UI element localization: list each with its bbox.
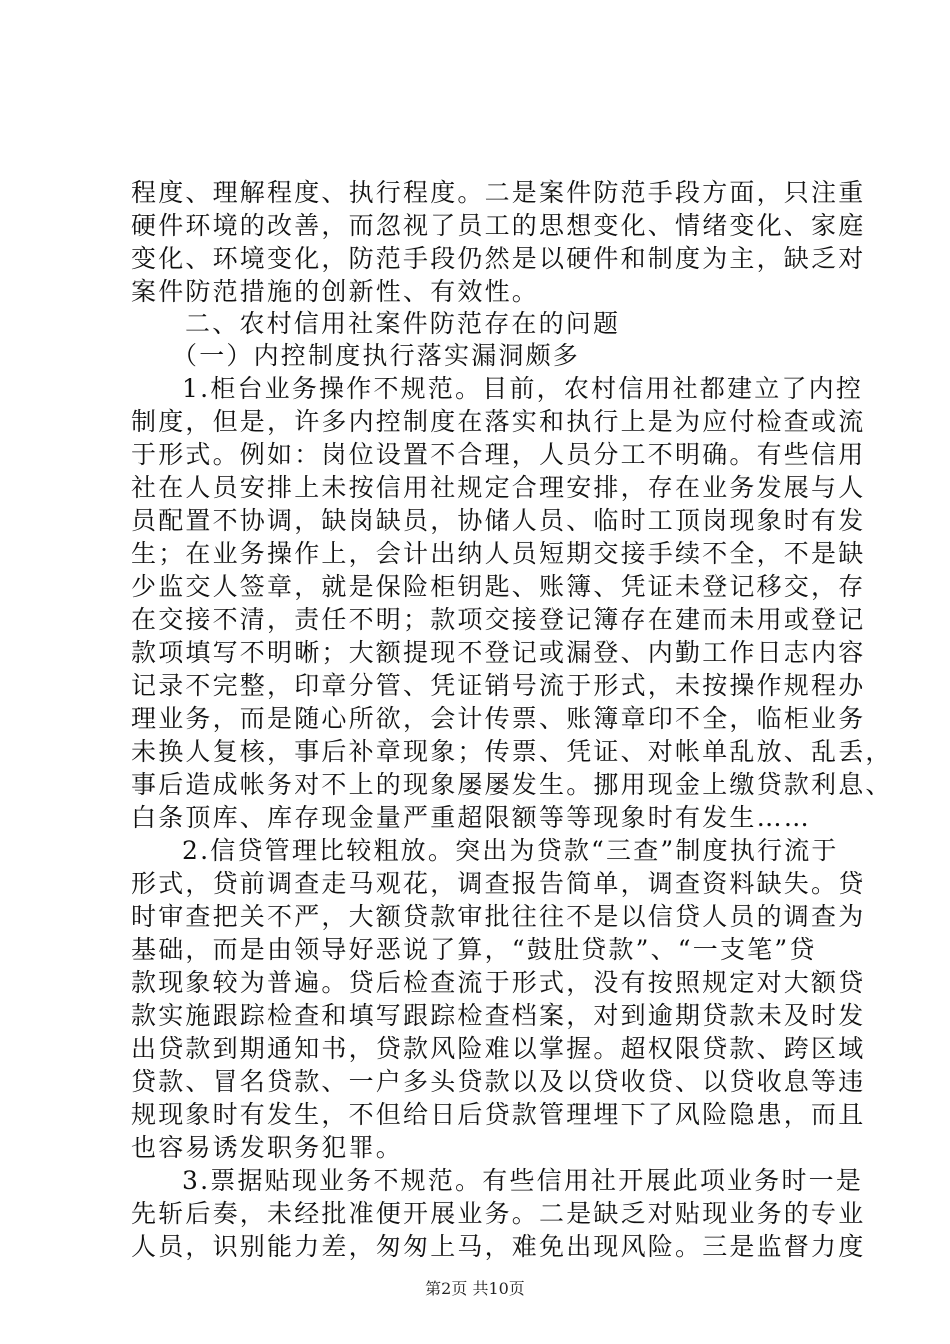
page-number-footer: 第2页 共10页 <box>425 1279 525 1298</box>
text-line: 款项填写不明晰；大额提现不登记或漏登、内勤工作日志内容 <box>131 638 866 667</box>
text-line: 时审查把关不严，大额贷款审批往往不是以信贷人员的调查为 <box>131 902 866 931</box>
text-line: 人员，识别能力差，匆匆上马，难免出现风险。三是监督力度 <box>131 1232 866 1261</box>
text-line: 形式，贷前调查走马观花，调查报告简单，调查资料缺失。贷 <box>131 869 866 898</box>
text-line: 生；在业务操作上，会计出纳人员短期交接手续不全，不是缺 <box>131 539 866 568</box>
section-heading: 二、农村信用社案件防范存在的问题 <box>185 309 621 338</box>
text-line: 理业务，而是随心所欲，会计传票、账簿章印不全，临柜业务 <box>131 704 866 733</box>
text-line: 也容易诱发职务犯罪。 <box>131 1133 404 1162</box>
text-line: 基础，而是由领导好恶说了算，“鼓肚贷款”、“一支笔”贷 <box>131 935 817 964</box>
text-line: 出贷款到期通知书，贷款风险难以掌握。超权限贷款、跨区域 <box>131 1034 866 1063</box>
text-line: 3.票据贴现业务不规范。有些信用社开展此项业务时一是 <box>182 1166 864 1195</box>
text-line: 在交接不清，责任不明；款项交接登记簿存在建而未用或登记 <box>131 605 866 634</box>
text-line: 规现象时有发生，不但给日后贷款管理埋下了风险隐患，而且 <box>131 1100 866 1129</box>
text-line: 于形式。例如：岗位设置不合理，人员分工不明确。有些信用 <box>131 440 866 469</box>
text-line: 少监交人签章，就是保险柜钥匙、账簿、凭证未登记移交，存 <box>131 572 866 601</box>
text-line: 员配置不协调，缺岗缺员，协储人员、临时工顶岗现象时有发 <box>131 506 866 535</box>
subsection-heading: （一）内控制度执行落实漏洞颇多 <box>172 341 581 370</box>
text-line: 款实施跟踪检查和填写跟踪检查档案，对到逾期贷款未及时发 <box>131 1001 866 1030</box>
text-line: 记录不完整，印章分管、凭证销号流于形式，未按操作规程办 <box>131 671 866 700</box>
text-line: 事后造成帐务对不上的现象屡屡发生。挪用现金上缴贷款利息、 <box>131 770 893 799</box>
text-line: 白条顶库、库存现金量严重超限额等等现象时有发生…… <box>131 803 812 832</box>
text-line: 案件防范措施的创新性、有效性。 <box>131 277 540 306</box>
text-line: 先斩后奏，未经批准便开展业务。二是缺乏对贴现业务的专业 <box>131 1199 866 1228</box>
text-line: 未换人复核，事后补章现象；传票、凭证、对帐单乱放、乱丢， <box>131 737 893 766</box>
text-line: 程度、理解程度、执行程度。二是案件防范手段方面，只注重 <box>131 178 866 207</box>
text-line: 2.信贷管理比较粗放。突出为贷款“三查”制度执行流于 <box>182 836 839 865</box>
text-line: 硬件环境的改善，而忽视了员工的思想变化、情绪变化、家庭 <box>131 211 866 240</box>
text-line: 款现象较为普遍。贷后检查流于形式，没有按照规定对大额贷 <box>131 968 866 997</box>
text-line: 贷款、冒名贷款、一户多头贷款以及以贷收贷、以贷收息等违 <box>131 1067 866 1096</box>
text-line: 制度，但是，许多内控制度在落实和执行上是为应付检查或流 <box>131 407 866 436</box>
text-line: 变化、环境变化，防范手段仍然是以硬件和制度为主，缺乏对 <box>131 244 866 273</box>
text-line: 社在人员安排上未按信用社规定合理安排，存在业务发展与人 <box>131 473 866 502</box>
text-line: 1.柜台业务操作不规范。目前，农村信用社都建立了内控 <box>182 374 864 403</box>
